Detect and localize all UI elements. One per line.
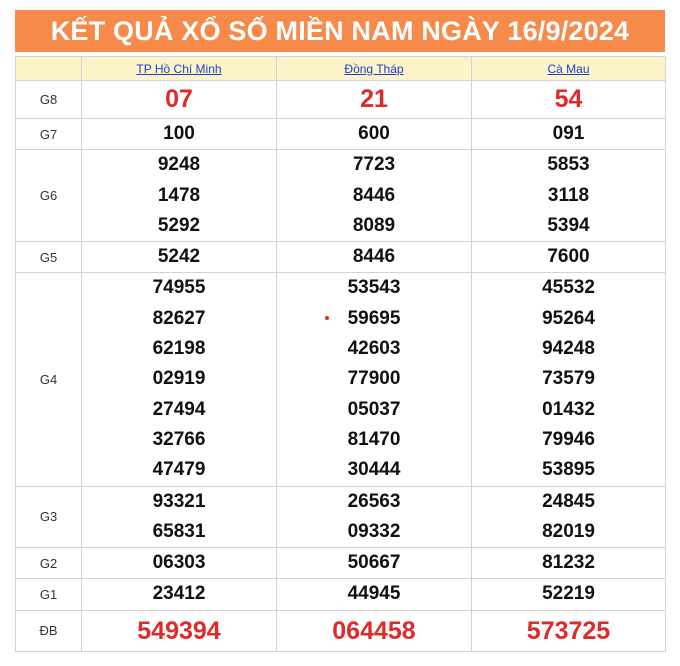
prize-number: 47479 [152,459,206,481]
province-link-ca-mau[interactable]: Cà Mau [547,61,590,76]
header-province-ca-mau [472,57,666,81]
prize-cell [277,273,472,486]
prize-row-g5 [16,242,666,273]
prize-cell [277,548,472,579]
prize-label: G8 [16,81,82,119]
red-dot-marker [325,316,329,320]
prize-cell [82,486,277,548]
prize-number: 26563 [347,490,401,512]
prize-number: 01432 [542,398,595,420]
prize-number: 81232 [542,552,595,574]
prize-label: G5 [16,242,82,273]
prize-cell [472,610,666,651]
prize-label: G2 [16,548,82,579]
prize-number: 62198 [152,338,206,360]
prize-number: 73579 [542,368,595,390]
prize-number: 600 [358,123,390,144]
prize-row-g3 [16,486,666,548]
province-link-dong-thap[interactable]: Đồng Tháp [344,61,404,76]
prize-number: 5292 [157,214,201,236]
prize-row-g2 [16,548,666,579]
prize-number: 5242 [157,246,201,268]
prize-number: 93321 [152,490,206,512]
prize-label: G7 [16,119,82,150]
prize-cell [472,242,666,273]
prize-number: 44945 [347,583,401,605]
prize-number: 95264 [542,307,595,329]
prize-number: 064458 [332,616,416,645]
prize-number: 7600 [547,246,590,268]
prize-number: 54 [554,85,583,113]
prize-number: 5394 [547,214,590,236]
prize-row-g8 [16,81,666,119]
prize-label: G4 [16,273,82,486]
prize-number: 81470 [347,428,401,450]
prize-number: 09332 [347,520,401,542]
prize-number: 573725 [526,616,611,645]
prize-row-db [16,610,666,651]
prize-label: G6 [16,150,82,242]
prize-cell [277,150,472,242]
prize-number: 42603 [347,338,401,360]
prize-cell [472,150,666,242]
prize-number: 1478 [157,184,201,206]
prize-cell [472,548,666,579]
prize-cell [277,579,472,610]
prize-cell [472,579,666,610]
prize-cell [82,579,277,610]
prize-number: 549394 [137,616,221,645]
prize-cell [277,242,472,273]
prize-number: 23412 [152,583,206,605]
prize-cell [472,119,666,150]
prize-number: 100 [163,123,195,144]
prize-number: 65831 [152,520,206,542]
prize-number: 74955 [152,277,206,299]
prize-number: 8446 [352,184,396,206]
prize-label: ĐB [16,610,82,651]
prize-number: 02919 [152,368,206,390]
header-corner [16,57,82,81]
prize-cell [82,81,277,119]
prize-number: 21 [360,85,388,113]
prize-number: 79946 [542,428,595,450]
prize-label: G1 [16,579,82,610]
prize-number: 7723 [352,154,396,176]
prize-number: 30444 [347,459,401,481]
prize-number: 32766 [152,428,206,450]
page-title: KẾT QUẢ XỔ SỐ MIỀN NAM NGÀY 16/9/2024 [15,10,665,52]
prize-cell [82,242,277,273]
prize-cell [277,486,472,548]
prize-cell [472,486,666,548]
prize-number: 07 [165,85,193,113]
prize-number: 77900 [347,368,401,390]
prize-number: 06303 [152,552,206,574]
prize-cell [472,273,666,486]
prize-number: 59695 [347,307,401,329]
prize-cell [277,610,472,651]
prize-row-g1 [16,579,666,610]
results-table [15,56,666,652]
prize-row-g7 [16,119,666,150]
prize-cell [277,119,472,150]
header-province-hcm [82,57,277,81]
prize-number: 3118 [547,184,590,206]
prize-cell [472,81,666,119]
prize-number: 5853 [547,154,590,176]
prize-number: 53895 [542,459,595,481]
prize-number: 53543 [347,277,401,299]
prize-cell [82,610,277,651]
header-province-dong-thap [277,57,472,81]
prize-number: 27494 [152,398,206,420]
prize-row-g4 [16,273,666,486]
table-header-row [16,57,666,81]
prize-number: 52219 [542,583,595,605]
prize-cell [277,81,472,119]
prize-cell [82,119,277,150]
prize-number: 82627 [152,307,206,329]
prize-number: 94248 [542,338,595,360]
province-link-hcm[interactable]: TP Hồ Chí Minh [136,61,222,76]
prize-number: 8446 [352,246,396,268]
prize-number: 091 [552,123,585,144]
prize-number: 45532 [542,277,595,299]
prize-cell [82,548,277,579]
prize-number: 82019 [542,520,595,542]
prize-number: 24845 [542,490,595,512]
prize-number: 9248 [157,154,201,176]
prize-cell [82,273,277,486]
prize-number: 8089 [352,214,396,236]
prize-row-g6 [16,150,666,242]
prize-label: G3 [16,486,82,548]
prize-number: 50667 [347,552,401,574]
prize-number: 05037 [347,398,401,420]
prize-cell [82,150,277,242]
